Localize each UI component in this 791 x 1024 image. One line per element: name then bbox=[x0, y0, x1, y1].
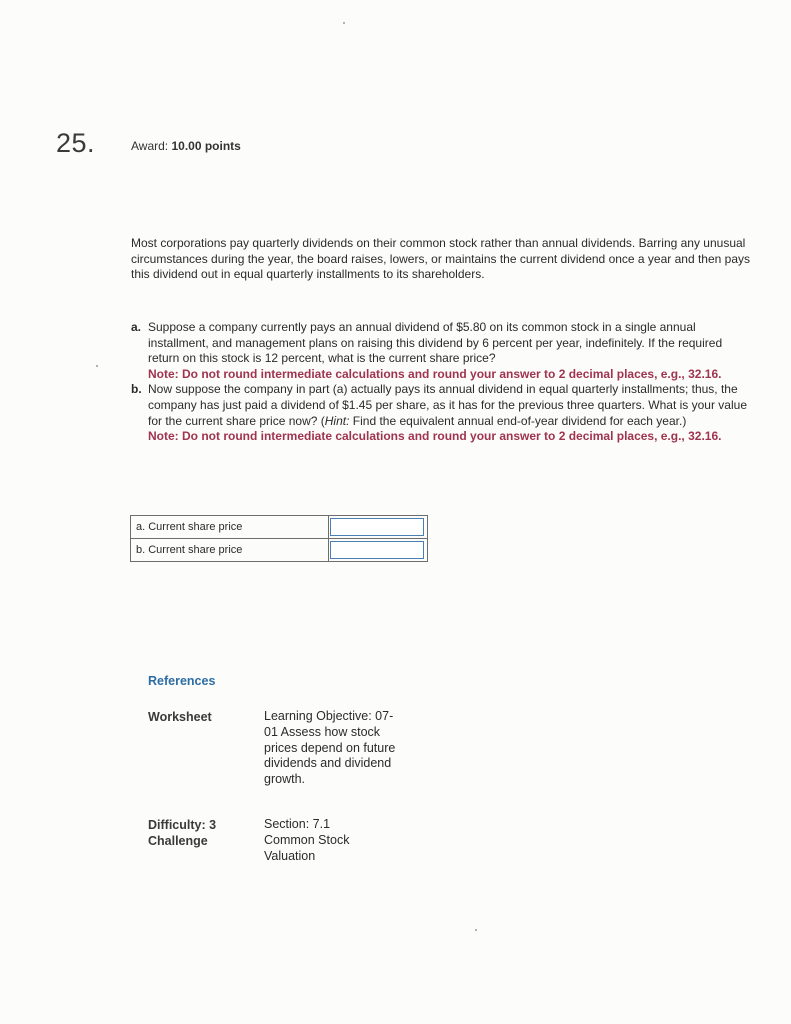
part-b-letter: b. bbox=[131, 382, 142, 397]
question-intro: Most corporations pay quarterly dividends on their common stock rather than annual dividends. Barring any unusual circumstances during the year, the board raises, lowers, or maintains the current dividend once a year and then pays this dividend out in equal quarterly installments to its shareholders. bbox=[131, 236, 751, 282]
part-a-note: Note: Do not round intermediate calculations and round your answer to 2 decimal places, e.g., 32.16. bbox=[148, 366, 722, 381]
learning-objective: Learning Objective: 07-01 Assess how stock prices depend on future dividends and dividend growth. bbox=[264, 709, 396, 787]
references-link[interactable]: References bbox=[148, 674, 216, 688]
question-parts bbox=[131, 320, 751, 445]
answer-table bbox=[130, 515, 428, 562]
answer-a-label: a. Current share price bbox=[131, 516, 329, 539]
part-a bbox=[131, 320, 751, 382]
answer-b-cell bbox=[329, 539, 428, 562]
answer-b-label: b. Current share price bbox=[131, 539, 329, 562]
part-a-text: Suppose a company currently pays an annual dividend of $5.80 on its common stock in a single annual installment, and management plans on raising this dividend by 6 percent per year, indefinitely. If the required return on this stock is 12 percent, what is the current share price? bbox=[148, 320, 723, 366]
scan-speck bbox=[343, 22, 345, 24]
award-points bbox=[131, 139, 241, 153]
part-a-letter: a. bbox=[131, 320, 142, 334]
answer-b-input[interactable] bbox=[330, 541, 424, 559]
part-b-text-after-hint: Find the equivalent annual end-of-year dividend for each year.) bbox=[349, 413, 687, 428]
answer-a-input[interactable] bbox=[330, 518, 424, 536]
award-label: Award: bbox=[131, 139, 169, 153]
part-b-note: Note: Do not round intermediate calculations and round your answer to 2 decimal places, e.g., 32.16. bbox=[148, 429, 722, 444]
part-a-body bbox=[148, 320, 751, 382]
answer-row-b bbox=[131, 539, 428, 562]
answer-row-a bbox=[131, 516, 428, 539]
answer-a-cell bbox=[329, 516, 428, 539]
part-b-body bbox=[148, 382, 751, 444]
difficulty-label: Difficulty: 3 Challenge bbox=[148, 818, 217, 848]
part-b bbox=[131, 382, 751, 444]
scan-speck bbox=[96, 365, 98, 367]
part-b-text: Now suppose the company in part (a) actually pays its annual dividend in equal quarterly installments; thus, the company has just paid a dividend of $1.45 per share, as it has for the previous three quarters. What is your value for the current share price now? ( bbox=[148, 382, 747, 428]
scan-speck bbox=[475, 929, 477, 931]
worksheet-label: Worksheet bbox=[148, 710, 212, 724]
question-number: 25. bbox=[56, 128, 96, 158]
part-b-hint-label: Hint: bbox=[324, 413, 350, 428]
award-value: 10.00 points bbox=[171, 139, 241, 153]
section-label: Section: 7.1 Common Stock Valuation bbox=[264, 817, 350, 863]
